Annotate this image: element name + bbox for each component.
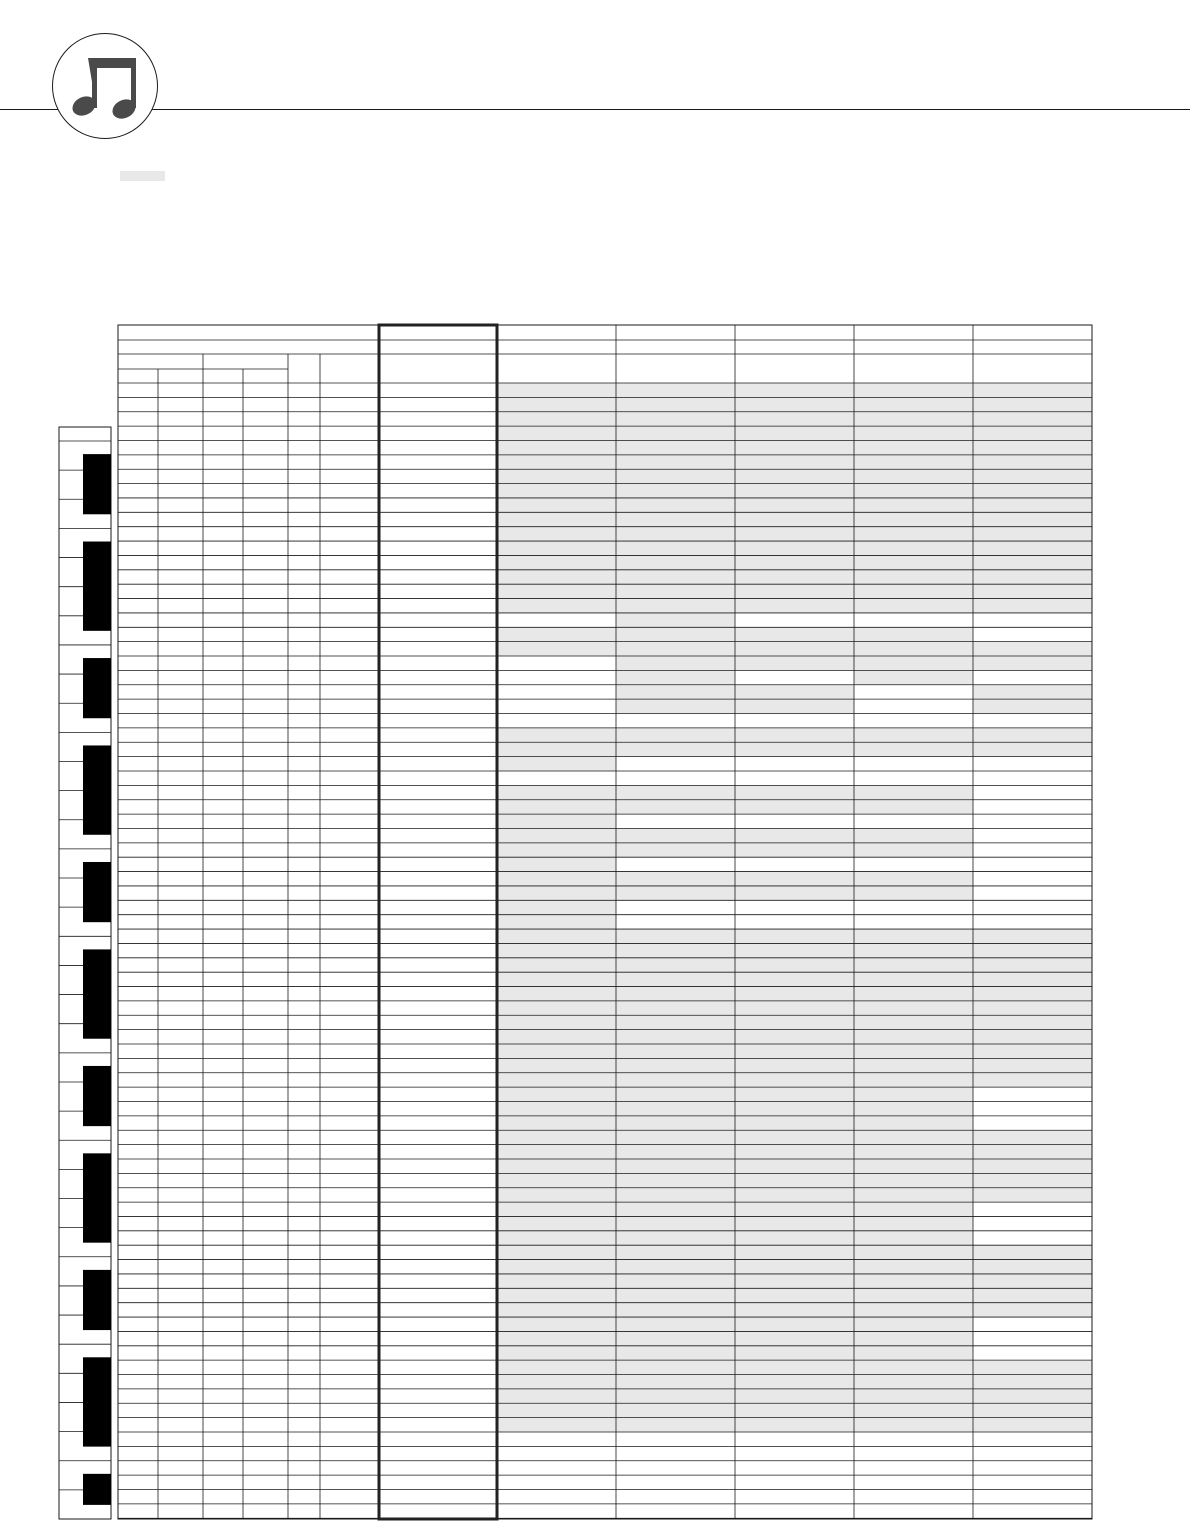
highlighted-column-frame: [379, 325, 497, 1519]
shaded-cells: [497, 383, 1092, 1432]
keyboard-diagram: [59, 427, 111, 1519]
